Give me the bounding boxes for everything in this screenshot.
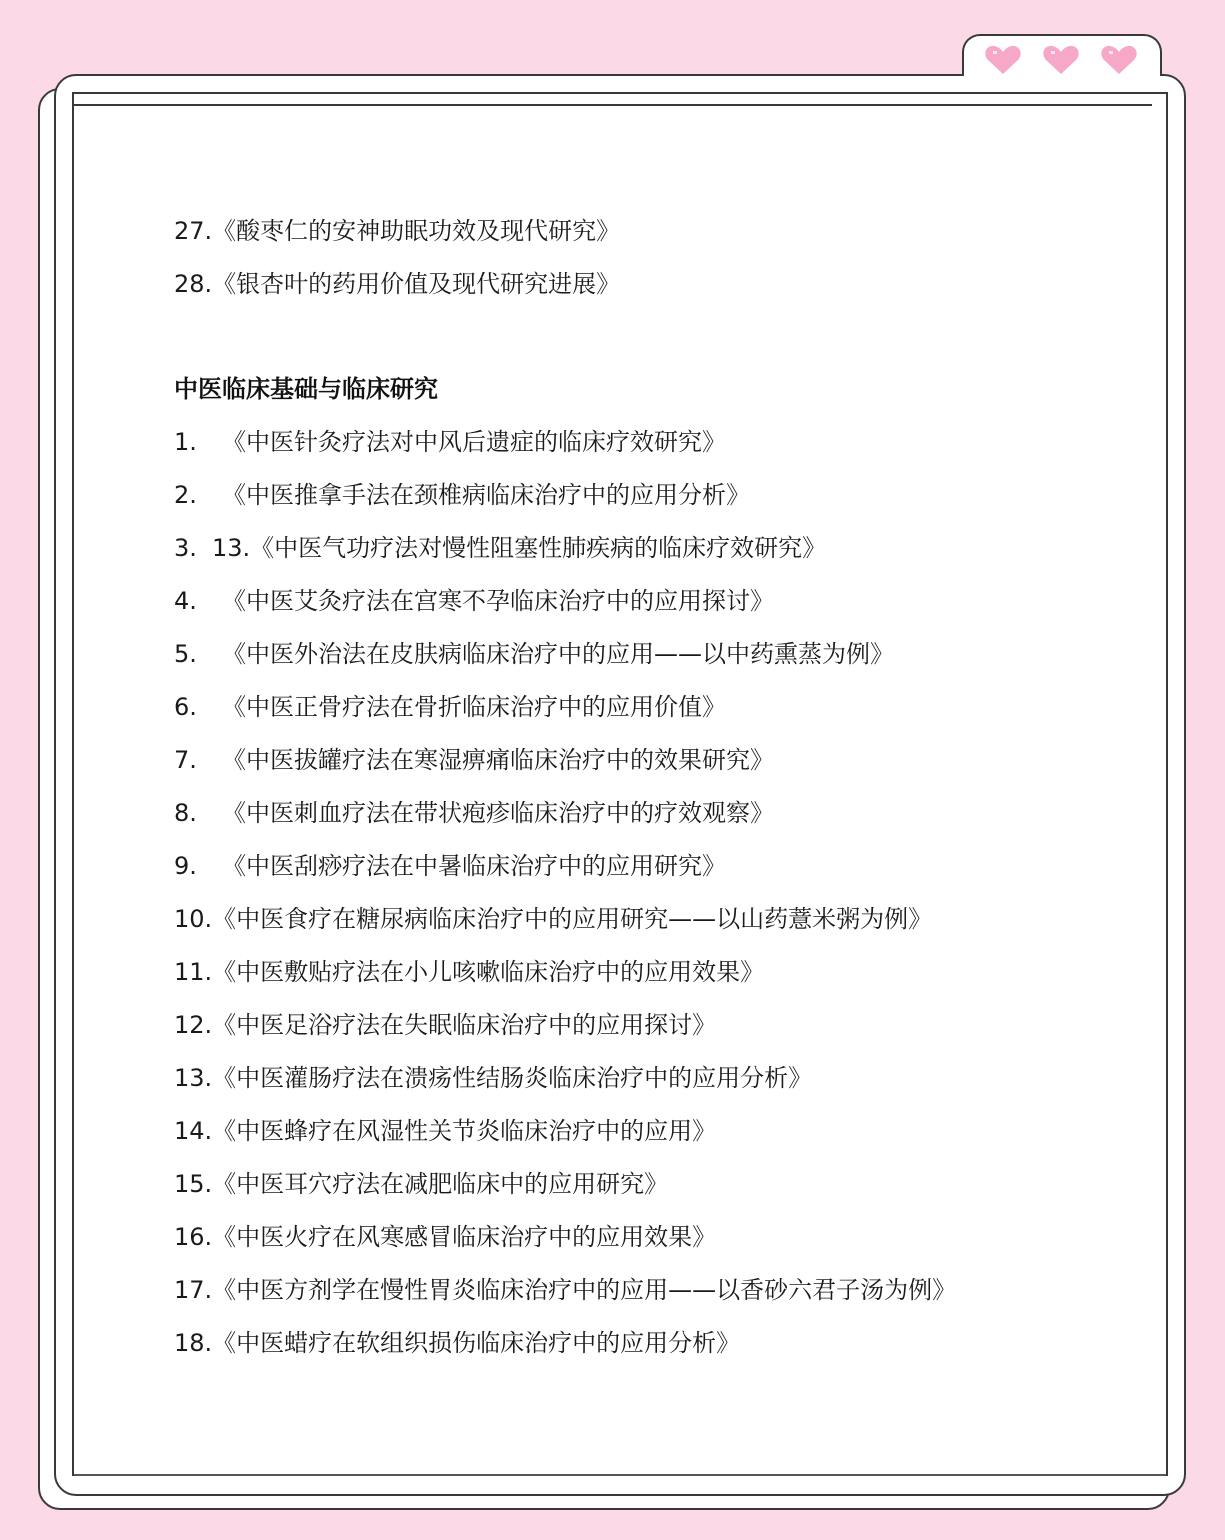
item-title: 《中医刺血疗法在带状疱疹临床治疗中的疗效观察》 [222,799,774,827]
list-item [174,739,1134,792]
list-item [174,421,1134,474]
item-number: 17. [174,1276,213,1304]
document-content [174,210,1134,1375]
section-heading: 中医临床基础与临床研究 [174,375,438,403]
item-number: 8. [174,799,197,827]
item-title: 《中医足浴疗法在失眠临床治疗中的应用探讨》 [212,1011,717,1039]
item-title: 《中医针灸疗法对中风后遗症的临床疗效研究》 [222,428,726,456]
item-title: 《银杏叶的药用价值及现代研究进展》 [212,270,621,298]
list-item [174,1004,1134,1057]
heart-icon [1042,44,1080,76]
item-number: 5. [174,640,197,668]
item-title: 《中医蜡疗在软组织损伤临床治疗中的应用分析》 [212,1329,741,1357]
inner-top-rule [74,104,1152,106]
list-item [174,845,1134,898]
item-number: 14. [174,1117,213,1145]
list-item [174,1269,1134,1322]
item-number: 1. [174,428,197,456]
inner-bottom-rule [74,1474,1166,1476]
item-number: 2. [174,481,197,509]
heart-icon [984,44,1022,76]
list-item [174,633,1134,686]
item-title: 13.《中医气功疗法对慢性阻塞性肺疾病的临床疗效研究》 [212,534,827,562]
list-item [174,1322,1134,1375]
item-number: 10. [174,905,213,933]
item-number: 6. [174,693,197,721]
item-title: 《中医正骨疗法在骨折临床治疗中的应用价值》 [222,693,726,721]
item-title: 《酸枣仁的安神助眠功效及现代研究》 [212,217,621,245]
item-title: 《中医外治法在皮肤病临床治疗中的应用——以中药熏蒸为例》 [222,640,894,668]
item-number: 4. [174,587,197,615]
list-item [174,792,1134,845]
heart-icon [1100,44,1138,76]
list-item [174,263,1134,316]
list-item [174,1216,1134,1269]
item-title: 《中医敷贴疗法在小儿咳嗽临床治疗中的应用效果》 [212,958,765,986]
item-title: 《中医拔罐疗法在寒湿痹痛临床治疗中的效果研究》 [222,746,774,774]
list-item [174,951,1134,1004]
item-number: 28. [174,270,213,298]
list-item [174,210,1134,263]
item-number: 27. [174,217,213,245]
list-item [174,1110,1134,1163]
item-number: 16. [174,1223,213,1251]
item-number: 11. [174,958,213,986]
item-number: 18. [174,1329,213,1357]
item-title: 《中医蜂疗在风湿性关节炎临床治疗中的应用》 [212,1117,717,1145]
list-item [174,686,1134,739]
item-number: 7. [174,746,197,774]
item-number: 9. [174,852,197,880]
list-item [174,527,1134,580]
item-number: 12. [174,1011,213,1039]
list-item [174,1163,1134,1216]
item-title: 《中医刮痧疗法在中暑临床治疗中的应用研究》 [222,852,726,880]
item-title: 《中医艾灸疗法在宫寒不孕临床治疗中的应用探讨》 [222,587,774,615]
item-number: 13. [174,1064,213,1092]
item-title: 《中医食疗在糖尿病临床治疗中的应用研究——以山药薏米粥为例》 [212,905,933,933]
item-title: 《中医耳穴疗法在减肥临床中的应用研究》 [212,1170,669,1198]
item-title: 《中医灌肠疗法在溃疡性结肠炎临床治疗中的应用分析》 [212,1064,813,1092]
item-number: 3. [174,534,197,562]
list-item [174,1057,1134,1110]
item-number: 15. [174,1170,213,1198]
list-item [174,474,1134,527]
item-title: 《中医方剂学在慢性胃炎临床治疗中的应用——以香砂六君子汤为例》 [212,1276,957,1304]
item-title: 《中医推拿手法在颈椎病临床治疗中的应用分析》 [222,481,750,509]
list-item [174,580,1134,633]
list-item [174,898,1134,951]
item-title: 《中医火疗在风寒感冒临床治疗中的应用效果》 [212,1223,717,1251]
